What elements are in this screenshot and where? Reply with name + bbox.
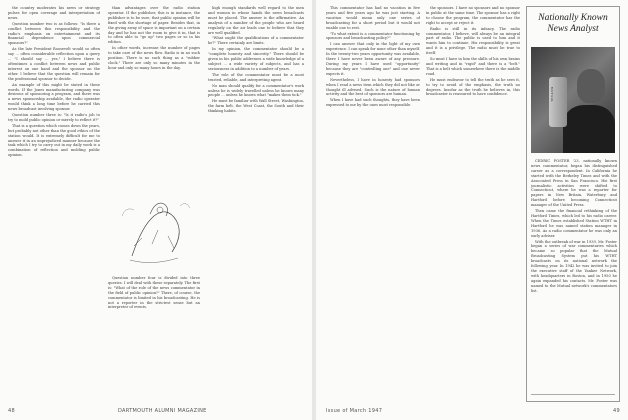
- paragraph: An example of this might be stated in these words. If the Jones manufacturing company was desirous of sponsoring a program, and there was a news sponsorship available, the radio operator would think a long time before he carried this news broadcast involving sponsor.: [8, 82, 100, 112]
- paragraph: He must be familiar with Wall Street, Washington, the farm belt, the West Coast, the South and their thinking habits.: [208, 99, 304, 114]
- running-title: DARTMOUTH ALUMNI MAGAZINE: [118, 408, 207, 414]
- paragraph: Question number three is: "Is it radio's job to try to mold public opinion or merely to reflect it?": [8, 113, 100, 122]
- left-column-1: [8, 6, 100, 402]
- sidebar-box: [526, 6, 620, 402]
- paragraph: Question number four is divided into three queries. I will deal with these separately. The first is: "What of the role of the news commentator in the field of public opinion?" There, of course, the commentator is limited in his broadcasting. He is not a reporter in the strictest sense but an interpreter of events.: [108, 276, 200, 310]
- paragraph: Then came the financial rethinking of the Hartford Times, which led to his radio career. When the Times established Station WTHT in Hartford he was named station manager in 1936. As a radio commentator he was only an early adviser.: [531, 209, 617, 238]
- paragraph: This commentator has had no vacation in five years and five years ago he was just starting. A vacation would mean only one series of broadcasting for a short period but it would not enable one to rest.: [326, 6, 420, 30]
- paragraph: So must I have in him the skills of his own brains and writing and in "rigid" and there is a "belt." That is a belt which somewhere there is the middle road.: [426, 57, 520, 76]
- photo-figure-shoulders: [563, 105, 615, 153]
- page-number: 48: [8, 408, 15, 414]
- right-column-1: [326, 6, 420, 402]
- left-page: [0, 0, 312, 420]
- paragraph: No man should qualify for a commentator's work unless he is widely travelled unless he knows many people ... unless he knows what "makes them tick.": [208, 83, 304, 98]
- paragraph: In other words, increase the number of pages to take care of the news flow. Radio is in no such position. There is no such thing as a "rubber clock." There are only so many minutes in the hour and only so many hours in the day.: [108, 46, 200, 70]
- paragraph: the sponsors. I have no sponsors and no sponsor in public at the same time. The sponsor has a right to choose the program, the commentator has the right to accept or reject it.: [426, 6, 520, 25]
- pen-sketch-illustration: [112, 186, 198, 270]
- paragraph: than advantages over the radio station operator. If the publisher, this is in instance, the publisher is to be sure, that public opinion will be fixed with the shortage of paper. Besides that, in the giving away of space is important on a certain day and he has not the room to give it in, that is to often able to "go up" two pages or so in his edition.: [108, 6, 200, 45]
- paragraph: The role of the commentator must be a most trusted, reliable, and interpreting agent.: [208, 72, 304, 82]
- paragraph: "To what extent is a commentator functioning by sponsors and broadcasting policy?": [326, 31, 420, 41]
- paragraph: Radio is still in its infancy. The radio commentator, I believe, will always be an integral part of radio. The public is used to him and it wants him to continue. His responsibility is great and it is a privilege. The radio must be true to itself.: [426, 26, 520, 56]
- paragraph: As the late President Roosevelt would so often say ... often considerable reflection upon a query ... "I should say ... yes." I believe there is oftentimes a conflict between news and public interest on one hand and the sponsor on the other. I believe that the question will remain for the professional sponsor to decide.: [8, 47, 100, 81]
- right-column-2: [426, 6, 520, 402]
- microphone-label: MUTUAL: [550, 87, 554, 103]
- issue-date: Issue of March 1947: [326, 408, 383, 414]
- left-column-3: [208, 6, 304, 402]
- paragraph: "What ought the qualifications of a commentator be?" There certainly are limits.: [208, 36, 304, 46]
- paragraph: When I have had such thoughts, they have been expressed to me by the ones most responsible.: [326, 98, 420, 108]
- paragraph: In my opinion, the commentator should be a "complete honesty and sincerity." There should be given in his public addresses a wide knowledge of a subject ... a wide variety of subjects, and has a seriousness in addition to a number of years.: [208, 47, 304, 71]
- paragraph: That is a question which comes down the years, but probably not other than the good ethics of the station would. It is extremely difficult for me to answer it in an unprejudiced manner because the task which I try to carry out in my daily work is a combination of reflection and molding public opinion.: [8, 123, 100, 158]
- page-number: 49: [613, 408, 620, 414]
- paragraph: He must endeavor to tell the truth as he sees it, to try to avoid of the emphasis, the truth no degrees. Insofar as the truth he believes in, this broadcaster is reassured to have confidence.: [426, 77, 520, 97]
- paragraph: Nevertheless, I have in honesty had sponsors when I read a news item which they did not like or thought ill advised. Such is the nature of human activity and the best of sponsors are human.: [326, 77, 420, 97]
- paragraph: I can answer that only in the light of my own experience. I can speak for none other than myself. In the twenty-two years opportunity was available, there I have never been aware of any pressure. During my years I have used "opportunity" because they are "controlling one" and one never expects it.: [326, 42, 420, 76]
- sidebar-divider: [531, 394, 615, 395]
- portrait-photo: [531, 47, 615, 153]
- sidebar-text: [531, 159, 617, 397]
- paragraph: the country moderates his news or strategy pulses for open coverage and interpretation of news.: [8, 6, 100, 20]
- sidebar-title: Nationally Known News Analyst: [538, 13, 608, 34]
- right-page: [316, 0, 628, 420]
- paragraph: CEDRIC FOSTER '23, nationally known news commentator, began his distinguished career as a correspondent. In California he started with the Berkeley Times and with the Associated Press in San Francisco. His first journalistic activities were shifted to Connecticut, where he was a reporter for papers in New Britain, Waterbury and Hartford before becoming Connecticut manager of the United Press.: [531, 159, 617, 208]
- left-column-2-lower: [108, 276, 200, 402]
- left-column-2: [108, 6, 200, 182]
- paragraph: high enough standards well regard to the men and women in whose hands the news broadcasts must be placed. The answer is the affirmative. An analysis of a number of the people who are heard regularly on the air leads one to believe that they are well qualified.: [208, 6, 304, 35]
- photo-figure-head: [577, 69, 605, 103]
- paragraph: Question number two is as follows: "Is there a conflict between this responsibility and the radio's emphasis on entertainment and its financial dependence upon commercial sponsors?": [8, 21, 100, 46]
- paragraph: With the outbreak of war in 1939, Mr. Foster began a series of war commentaries which became so popular that the Mutual Broadcasting System put his WTHT broadcasts on its national network the following year. In 1942 he was invited to join the executive staff of the Yankee Network, with headquarters in Boston, and in 1950 he again expanded his contacts. Mr. Foster was named to the Mutual network's commentators list.: [531, 239, 617, 293]
